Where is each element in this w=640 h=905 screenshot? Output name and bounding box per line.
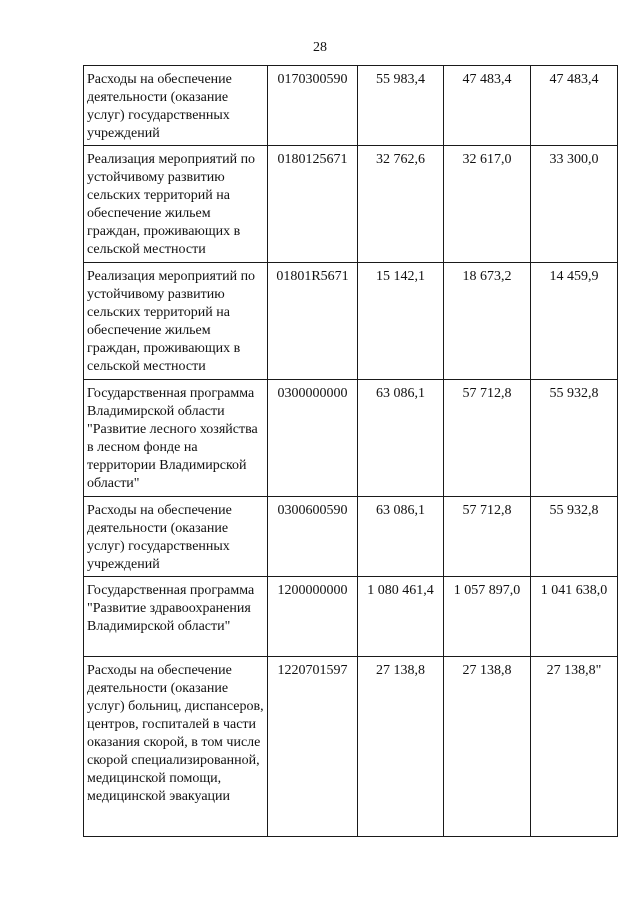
table-row bbox=[84, 577, 618, 657]
expense-name: Государственная программа "Развитие здравоохранения Владимирской области" bbox=[87, 583, 255, 634]
budget-code-cell bbox=[268, 497, 358, 577]
amount-year-2: 32 617,0 bbox=[462, 152, 512, 167]
expense-name: Реализация мероприятий по устойчивому развитию сельских территорий на обеспечение жильем граждан, проживающих в сельской местности bbox=[87, 152, 256, 257]
table-row bbox=[84, 146, 618, 263]
table-row bbox=[84, 380, 618, 497]
budget-code: 1220701597 bbox=[277, 663, 348, 678]
amount-year-2: 47 483,4 bbox=[462, 72, 512, 87]
budget-code: 01801R5671 bbox=[276, 269, 349, 284]
budget-code: 0300000000 bbox=[277, 386, 348, 401]
amount-year-2: 18 673,2 bbox=[462, 269, 512, 284]
table-row bbox=[84, 497, 618, 577]
amount-year-1-cell bbox=[358, 146, 444, 263]
expense-name: Расходы на обеспечение деятельности (оказание услуг) государственных учреждений bbox=[87, 72, 232, 141]
expense-name-cell bbox=[84, 263, 268, 380]
amount-year-2-cell bbox=[444, 263, 531, 380]
expense-name-cell bbox=[84, 657, 268, 837]
amount-year-2-cell bbox=[444, 497, 531, 577]
amount-year-3: 55 932,8 bbox=[549, 386, 599, 401]
amount-year-3-cell bbox=[531, 263, 618, 380]
expense-name-cell bbox=[84, 380, 268, 497]
expense-name-cell bbox=[84, 577, 268, 657]
amount-year-1: 32 762,6 bbox=[376, 152, 425, 167]
amount-year-1: 63 086,1 bbox=[376, 503, 425, 518]
amount-year-3-cell bbox=[531, 380, 618, 497]
amount-year-3: 27 138,8" bbox=[546, 663, 602, 678]
budget-code: 0300600590 bbox=[277, 503, 348, 518]
budget-code: 0170300590 bbox=[277, 72, 348, 87]
amount-year-3: 33 300,0 bbox=[549, 152, 599, 167]
amount-year-3-cell bbox=[531, 497, 618, 577]
budget-code-cell bbox=[268, 66, 358, 146]
page-number: 28 bbox=[313, 40, 327, 55]
amount-year-3: 1 041 638,0 bbox=[540, 583, 608, 598]
budget-code-cell bbox=[268, 146, 358, 263]
amount-year-2: 1 057 897,0 bbox=[453, 583, 521, 598]
amount-year-2-cell bbox=[444, 380, 531, 497]
expense-name-cell bbox=[84, 146, 268, 263]
table-row bbox=[84, 66, 618, 146]
amount-year-2-cell bbox=[444, 657, 531, 837]
amount-year-3-cell bbox=[531, 577, 618, 657]
budget-code: 1200000000 bbox=[277, 583, 348, 598]
table-row bbox=[84, 657, 618, 837]
amount-year-1-cell bbox=[358, 380, 444, 497]
amount-year-1: 27 138,8 bbox=[376, 663, 425, 678]
expense-name: Государственная программа Владимирской области "Развитие лесного хозяйства в лесном фонде на территории Владимирской области" bbox=[87, 386, 258, 491]
amount-year-3: 14 459,9 bbox=[549, 269, 599, 284]
amount-year-3: 55 932,8 bbox=[549, 503, 599, 518]
expense-name: Реализация мероприятий по устойчивому развитию сельских территорий на обеспечение жильем граждан, проживающих в сельской местности bbox=[87, 269, 256, 374]
amount-year-3-cell bbox=[531, 657, 618, 837]
amount-year-3-cell bbox=[531, 146, 618, 263]
budget-table bbox=[83, 65, 618, 837]
amount-year-3-cell bbox=[531, 66, 618, 146]
amount-year-1-cell bbox=[358, 657, 444, 837]
budget-code-cell bbox=[268, 657, 358, 837]
amount-year-2: 57 712,8 bbox=[462, 503, 512, 518]
amount-year-2-cell bbox=[444, 577, 531, 657]
amount-year-1: 1 080 461,4 bbox=[367, 583, 434, 598]
amount-year-2: 27 138,8 bbox=[462, 663, 512, 678]
table-row bbox=[84, 263, 618, 380]
amount-year-1-cell bbox=[358, 577, 444, 657]
amount-year-1: 55 983,4 bbox=[376, 72, 425, 87]
expense-name: Расходы на обеспечение деятельности (оказание услуг) больниц, диспансеров, центров, госпиталей в части оказания скорой, в том числе скорой специализированной, медицинской помощи, медицинской эвакуации bbox=[87, 663, 264, 804]
amount-year-1-cell bbox=[358, 263, 444, 380]
expense-name-cell bbox=[84, 497, 268, 577]
amount-year-1: 15 142,1 bbox=[376, 269, 425, 284]
expense-name: Расходы на обеспечение деятельности (оказание услуг) государственных учреждений bbox=[87, 503, 232, 572]
amount-year-2-cell bbox=[444, 66, 531, 146]
budget-code-cell bbox=[268, 380, 358, 497]
amount-year-1-cell bbox=[358, 497, 444, 577]
amount-year-1: 63 086,1 bbox=[376, 386, 425, 401]
amount-year-1-cell bbox=[358, 66, 444, 146]
budget-code: 0180125671 bbox=[277, 152, 348, 167]
amount-year-3: 47 483,4 bbox=[549, 72, 599, 87]
budget-code-cell bbox=[268, 577, 358, 657]
amount-year-2: 57 712,8 bbox=[462, 386, 512, 401]
amount-year-2-cell bbox=[444, 146, 531, 263]
budget-code-cell bbox=[268, 263, 358, 380]
expense-name-cell bbox=[84, 66, 268, 146]
